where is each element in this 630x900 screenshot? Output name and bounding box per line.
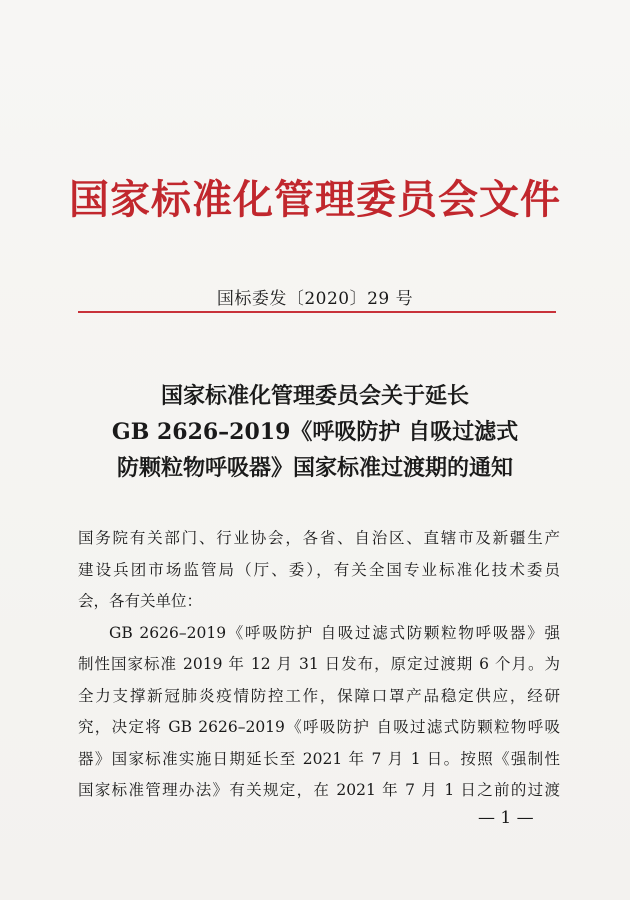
body-line: 会，各有关单位： bbox=[78, 592, 203, 610]
body-line: 全力支撑新冠肺炎疫情防控工作，保障口罩产品稳定供应，经研 bbox=[78, 686, 560, 705]
notice-title-line: 防颗粒物呼吸器》国家标准过渡期的通知 bbox=[116, 455, 513, 481]
body-line: 制性国家标准 2019 年 12 月 31 日发布，原定过渡期 6 个月。为 bbox=[78, 655, 560, 673]
body-line: 建设兵团市场监管局（厅、委），有关全国专业标准化技术委员 bbox=[78, 560, 560, 579]
body-line: 国务院有关部门、行业协会，各省、自治区、直辖市及新疆生产 bbox=[78, 529, 560, 547]
document-number: 国标委发〔2020〕29 号 bbox=[216, 289, 414, 309]
body-line: 器》国家标准实施日期延长至 2021 年 7 月 1 日。按照《强制性 bbox=[78, 749, 560, 768]
document-header-title: 国家标准化管理委员会文件 bbox=[69, 176, 561, 223]
body-line: 国家标准管理办法》有关规定，在 2021 年 7 月 1 日之前的过渡 bbox=[78, 781, 560, 799]
notice-body bbox=[78, 523, 560, 807]
body-line: GB 2626–2019《呼吸防护 自吸过滤式防颗粒物呼吸器》强 bbox=[109, 623, 560, 642]
notice-title-line: GB 2626–2019《呼吸防护 自吸过滤式 bbox=[111, 419, 519, 445]
notice-title-line: 国家标准化管理委员会关于延长 bbox=[160, 383, 469, 409]
body-line: 究，决定将 GB 2626–2019《呼吸防护 自吸过滤式防颗粒物呼吸 bbox=[78, 718, 560, 736]
notice-title bbox=[0, 378, 630, 486]
page-number: — 1 — bbox=[478, 808, 534, 828]
red-divider-line bbox=[78, 311, 556, 313]
